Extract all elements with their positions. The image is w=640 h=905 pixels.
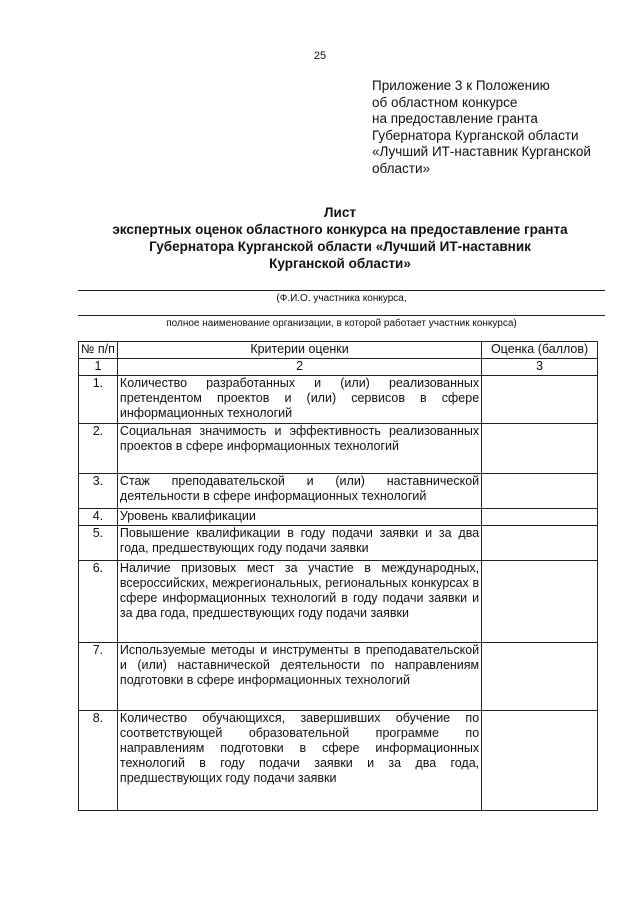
score-cell[interactable] <box>482 424 598 474</box>
criterion-text: Наличие призовых мест за участие в международных, всероссийских, межрегиональных, региональных конкурсах в сфере информационных технологий в году подачи заявки и за два года, предшествующих году подачи заявки <box>117 561 481 643</box>
row-number: 3. <box>79 474 118 509</box>
score-cell[interactable] <box>482 474 598 509</box>
appendix-line: области» <box>372 160 431 176</box>
criterion-text: Уровень квалификации <box>117 509 481 526</box>
table-row <box>79 711 598 811</box>
row-number: 4. <box>79 509 118 526</box>
appendix-line: на предоставление гранта <box>372 111 538 126</box>
criterion-text: Количество обучающихся, завершивших обучение по соответствующей образовательной программе по направлениям подготовки в сфере информационных технологий в году подачи заявки и за два года, предшествующих году подачи заявки <box>117 711 481 811</box>
column-number: 3 <box>482 359 598 376</box>
score-cell[interactable] <box>482 526 598 561</box>
title-line: экспертных оценок областного конкурса на предоставление гранта <box>112 222 568 237</box>
org-caption: полное наименование организации, в которой работает участник конкурса) <box>166 318 517 329</box>
score-cell[interactable] <box>482 643 598 711</box>
fio-caption: (Ф.И.О. участника конкурса, <box>276 293 407 304</box>
table-row <box>79 509 598 526</box>
table-row <box>79 643 598 711</box>
criterion-text: Социальная значимость и эффективность реализованных проектов в сфере информационных технологий <box>117 424 481 474</box>
row-number: 1. <box>79 376 118 424</box>
table-row <box>79 526 598 561</box>
criterion-text: Количество разработанных и (или) реализованных претендентом проектов и (или) сервисов в сфере информационных технологий <box>117 376 481 424</box>
appendix-line: «Лучший ИТ-наставник Курганской <box>372 144 591 159</box>
title-line: Губернатора Курганской области «Лучший ИТ-наставник <box>149 239 531 254</box>
score-cell[interactable] <box>482 711 598 811</box>
column-number: 1 <box>79 359 118 376</box>
score-cell[interactable] <box>482 509 598 526</box>
document-title <box>60 204 620 272</box>
row-number: 2. <box>79 424 118 474</box>
page-number: 25 <box>313 50 327 62</box>
table-row <box>79 474 598 509</box>
column-number: 2 <box>117 359 481 376</box>
header-cell: Оценка (баллов) <box>482 342 598 359</box>
appendix-line: об областном конкурсе <box>372 94 518 110</box>
header-cell: № п/п <box>79 342 118 359</box>
appendix-note <box>372 78 591 177</box>
fio-underline <box>78 290 605 291</box>
table-row <box>79 424 598 474</box>
row-number: 8. <box>79 711 118 811</box>
table-row <box>79 561 598 643</box>
column-number-row <box>79 359 598 376</box>
score-cell[interactable] <box>482 376 598 424</box>
row-number: 7. <box>79 643 118 711</box>
title-line: Курганской области» <box>269 256 411 271</box>
criterion-text: Стаж преподавательской и (или) наставнической деятельности в сфере информационных технологий <box>117 474 481 509</box>
title-line: Лист <box>324 205 356 220</box>
criterion-text: Повышение квалификации в году подачи заявки и за два года, предшествующих году подачи заявки <box>117 526 481 561</box>
table-header-row <box>79 342 598 359</box>
row-number: 5. <box>79 526 118 561</box>
appendix-line: Приложение 3 к Положению <box>372 78 550 93</box>
row-number: 6. <box>79 561 118 643</box>
criterion-text: Используемые методы и инструменты в преподавательской и (или) наставнической деятельности по направлениям подготовки в сфере информационных технологий <box>117 643 481 711</box>
appendix-line: Губернатора Курганской области <box>372 127 579 143</box>
table-row <box>79 376 598 424</box>
org-underline <box>78 315 605 316</box>
header-cell: Критерии оценки <box>117 342 481 359</box>
score-cell[interactable] <box>482 561 598 643</box>
evaluation-table <box>78 341 598 811</box>
